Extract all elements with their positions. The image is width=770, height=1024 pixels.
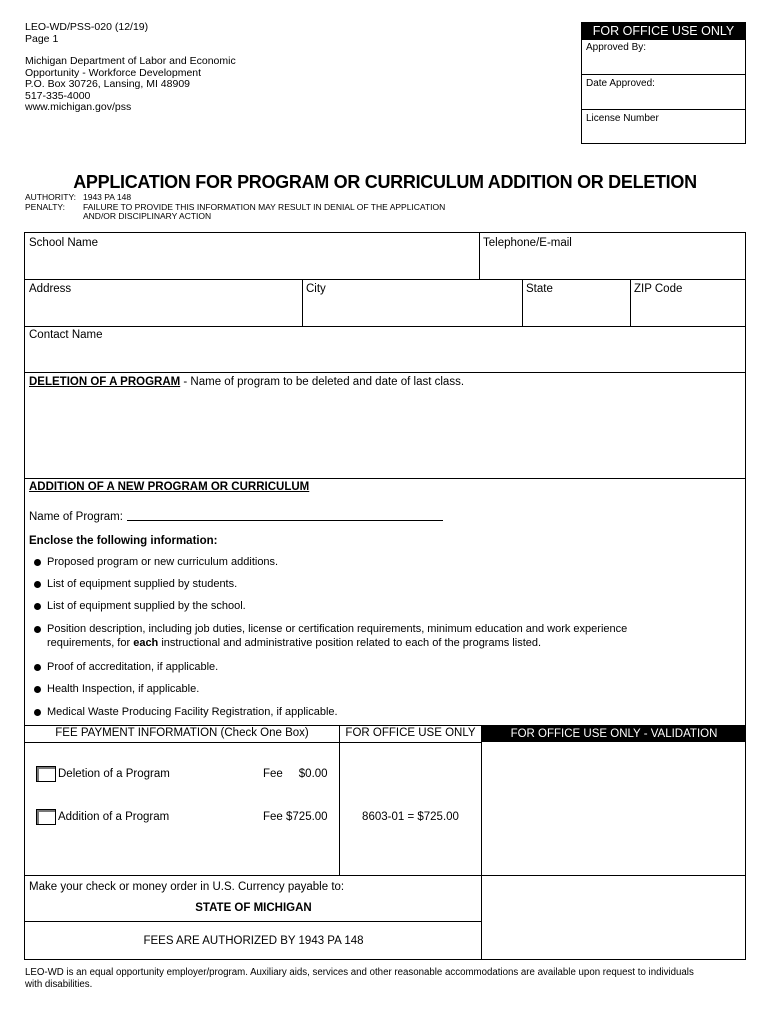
deletion-checkbox[interactable] [36, 766, 56, 782]
addition-heading: ADDITION OF A NEW PROGRAM OR CURRICULUM [29, 481, 310, 493]
footer-line2: with disabilities. [25, 979, 93, 990]
deletion-fee-amount: Fee $0.00 [263, 768, 328, 780]
footer-text [25, 967, 694, 991]
page-title: APPLICATION FOR PROGRAM OR CURRICULUM ADDITION OR DELETION [73, 172, 697, 192]
fee-payment-header: FEE PAYMENT INFORMATION (Check One Box) [55, 727, 309, 739]
validation-header: FOR OFFICE USE ONLY - VALIDATION [482, 726, 746, 742]
authority-block [25, 193, 445, 222]
addition-checkbox[interactable] [36, 809, 56, 825]
authority-label: AUTHORITY: [25, 192, 77, 202]
page-number: Page 1 [25, 32, 59, 45]
agency-website[interactable]: www.michigan.gov/pss [25, 101, 132, 113]
license-number-field[interactable]: License Number [582, 109, 745, 127]
address-field[interactable]: Address [29, 283, 72, 295]
city-field[interactable]: City [306, 283, 326, 295]
office-use-header: FOR OFFICE USE ONLY [345, 727, 476, 739]
program-name-input[interactable] [127, 520, 443, 521]
application-form [24, 232, 746, 960]
school-name-field[interactable]: School Name [29, 237, 99, 249]
list-item: Position description, including job duties, license or certification requirements, minimum education and work experience requirements, for each instructional and administrative position related to each of the programs listed. [34, 622, 627, 650]
contact-name-field[interactable]: Contact Name [29, 329, 103, 341]
list-item: Health Inspection, if applicable. [34, 682, 199, 696]
footer-line1: LEO-WD is an equal opportunity employer/program. Auxiliary aids, services and other reasonable accommodations are available upon request to individuals [25, 967, 694, 978]
enclose-heading: Enclose the following information: [29, 535, 218, 547]
deletion-heading: DELETION OF A PROGRAM [29, 376, 181, 388]
approved-by-field[interactable]: Approved By: [586, 42, 647, 53]
deletion-section[interactable] [29, 376, 464, 388]
telephone-email-field[interactable]: Telephone/E-mail [483, 237, 572, 249]
penalty-text-line2: AND/OR DISCIPLINARY ACTION [83, 211, 212, 221]
addition-fee-amount: Fee $725.00 [263, 811, 328, 823]
list-item: Proof of accreditation, if applicable. [34, 660, 218, 674]
deletion-fee-label: Deletion of a Program [58, 768, 170, 780]
addition-fee-code: 8603-01 = $725.00 [362, 811, 459, 823]
agency-name-line2: Opportunity - Workforce Development [25, 66, 202, 79]
deletion-description: - Name of program to be deleted and date of last class. [180, 376, 465, 388]
agency-header [25, 22, 236, 114]
program-name-label: Name of Program: [29, 511, 123, 523]
penalty-text-line1: FAILURE TO PROVIDE THIS INFORMATION MAY RESULT IN DENIAL OF THE APPLICATION [83, 201, 446, 212]
fees-authorized-text: FEES ARE AUTHORIZED BY 1943 PA 148 [143, 935, 364, 947]
penalty-label: PENALTY: [25, 201, 65, 212]
agency-name-line1: Michigan Department of Labor and Economic [25, 55, 236, 67]
state-field[interactable]: State [526, 283, 553, 295]
agency-phone: 517-335-4000 [25, 89, 91, 102]
office-use-box [581, 22, 746, 144]
date-approved-field[interactable]: Date Approved: [582, 74, 745, 92]
authority-value: 1943 PA 148 [83, 192, 132, 202]
form-number: LEO-WD/PSS-020 (12/19) [25, 21, 149, 33]
list-item: List of equipment supplied by students. [34, 577, 237, 591]
list-item: Medical Waste Producing Facility Registration, if applicable. [34, 705, 338, 719]
addition-fee-label: Addition of a Program [58, 811, 170, 823]
list-item: Proposed program or new curriculum additions. [34, 555, 278, 569]
office-use-title: FOR OFFICE USE ONLY [582, 23, 745, 40]
payable-text: Make your check or money order in U.S. Currency payable to: [29, 881, 345, 893]
list-item: List of equipment supplied by the school. [34, 599, 246, 613]
agency-address: P.O. Box 30726, Lansing, MI 48909 [25, 78, 191, 90]
payee-name: STATE OF MICHIGAN [195, 902, 312, 914]
zip-code-field[interactable]: ZIP Code [634, 283, 683, 295]
